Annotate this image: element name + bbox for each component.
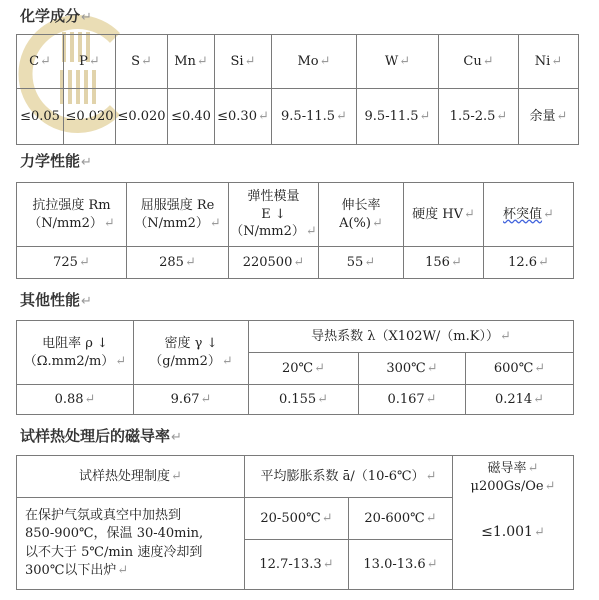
table-row [17, 385, 574, 415]
table-header-cell: 600℃↵ [466, 353, 574, 385]
table-cell: 220500↵ [229, 247, 319, 279]
magnetic-section-title: 试样热处理后的磁导率↵ [20, 427, 182, 445]
table-cell: 1.5-2.5↵ [439, 89, 519, 145]
table-header-cell: 杯突值↵ [484, 183, 574, 247]
table-cell: 在保护气氛或真空中加热到 850-900℃，保温 30-40min, 以不大于 5℃/min 速度冷却到 300℃以下出炉↵ [17, 498, 245, 590]
table-cell: 285↵ [127, 247, 229, 279]
table-cell: 9.5-11.5↵ [272, 89, 357, 145]
table-cell: 0.88↵ [17, 385, 134, 415]
table-header-cell: 抗拉强度 Rm （N/mm2）↵ [17, 183, 127, 247]
chemical-section-title: 化学成分↵ [20, 7, 92, 25]
table-header-cell: Si↵ [215, 35, 272, 89]
table-header-cell: P↵ [64, 35, 116, 89]
table-header-cell: 300℃↵ [359, 353, 466, 385]
table-header-cell: Mn↵ [168, 35, 215, 89]
table-cell: 0.155↵ [249, 385, 359, 415]
table-cell: 20-500℃↵ [245, 498, 349, 540]
table-header-cell: 导热系数 λ（X102W/（m.K））↵ [249, 321, 574, 353]
mechanical-section-title: 力学性能↵ [20, 152, 92, 170]
table-header-cell: 磁导率↵ μ200Gs/Oe↵ ≤1.001↵ [453, 456, 574, 590]
table-cell: 9.67↵ [134, 385, 249, 415]
table-row [17, 321, 574, 353]
table-cell: ≤0.40 [168, 89, 215, 145]
table-header-cell: 平均膨胀系数 ā/（10-6℃）↵ [245, 456, 453, 498]
other-table [16, 320, 574, 415]
table-row [17, 35, 579, 89]
table-cell: 余量↵ [519, 89, 579, 145]
table-row [17, 183, 574, 247]
table-cell: 156↵ [404, 247, 484, 279]
table-header-cell: 20℃↵ [249, 353, 359, 385]
other-section-title: 其他性能↵ [20, 291, 92, 309]
table-header-cell: 电阻率 ρ ↓ （Ω.mm2/m）↵ [17, 321, 134, 385]
table-header-cell: Cu↵ [439, 35, 519, 89]
table-cell: 725↵ [17, 247, 127, 279]
table-row [17, 456, 574, 498]
table-cell: 12.7-13.3↵ [245, 540, 349, 590]
table-header-cell: 伸长率 A(%)↵ [319, 183, 404, 247]
table-cell: ≤0.05 [17, 89, 64, 145]
table-cell: ≤0.30↵ [215, 89, 272, 145]
table-header-cell: Ni↵ [519, 35, 579, 89]
table-row [17, 89, 579, 145]
table-header-cell: C↵ [17, 35, 64, 89]
table-cell: 9.5-11.5↵ [357, 89, 439, 145]
table-header-cell: S↵ [116, 35, 168, 89]
table-header-cell: W↵ [357, 35, 439, 89]
table-header-cell: 弹性模量 E ↓ （N/mm2）↵ [229, 183, 319, 247]
table-header-cell: 屈服强度 Re （N/mm2）↵ [127, 183, 229, 247]
table-row [17, 247, 574, 279]
chemical-table [16, 34, 579, 145]
table-cell: 0.167↵ [359, 385, 466, 415]
table-cell: ≤0.020 [116, 89, 168, 145]
mechanical-table [16, 182, 574, 279]
table-cell: 12.6↵ [484, 247, 574, 279]
table-header-cell: Mo↵ [272, 35, 357, 89]
table-header-cell: 试样热处理制度↵ [17, 456, 245, 498]
table-header-cell: 密度 γ ↓ （g/mm2）↵ [134, 321, 249, 385]
table-cell: 20-600℃↵ [349, 498, 453, 540]
table-cell: 13.0-13.6↵ [349, 540, 453, 590]
table-header-cell: 硬度 HV↵ [404, 183, 484, 247]
magnetic-table [16, 455, 574, 590]
table-cell: 0.214↵ [466, 385, 574, 415]
table-cell: ≤0.020 [64, 89, 116, 145]
table-cell: 55↵ [319, 247, 404, 279]
